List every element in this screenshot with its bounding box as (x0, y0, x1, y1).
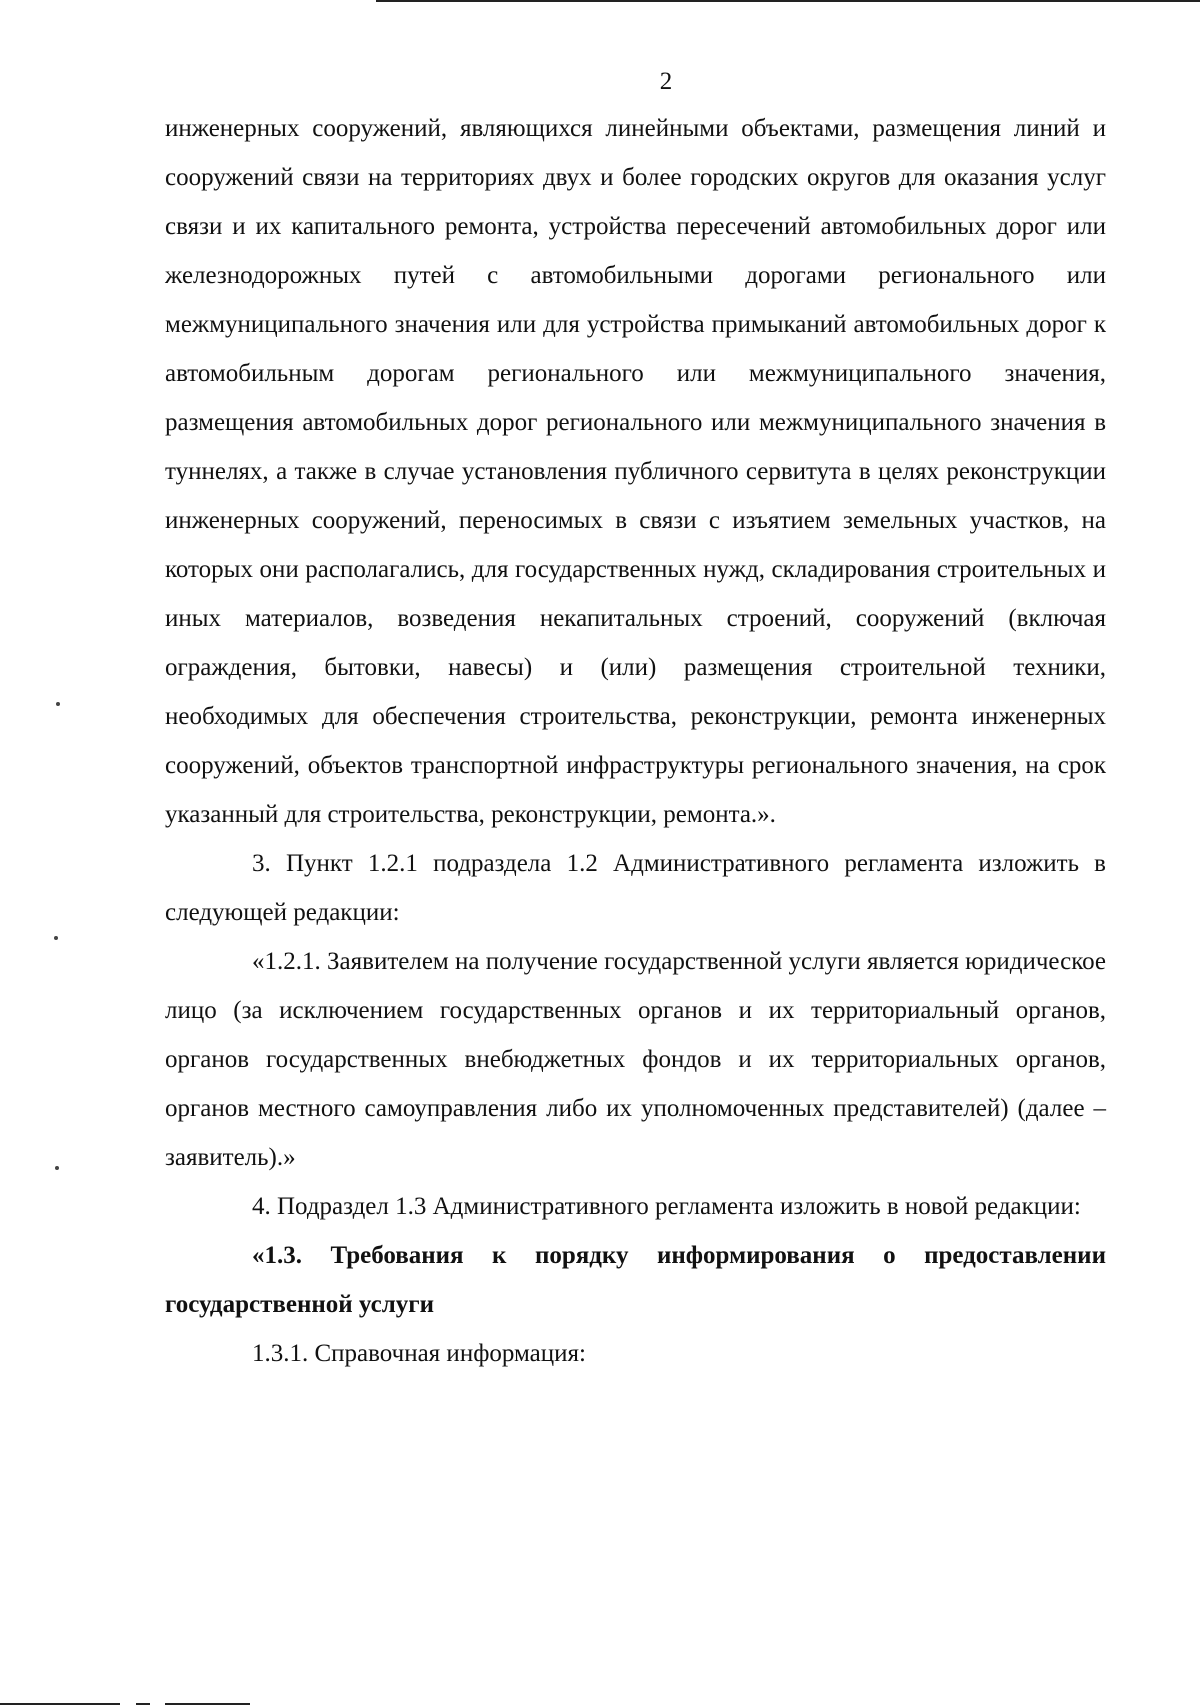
document-body (165, 104, 1106, 1378)
paragraph-continuation: инженерных сооружений, являющихся линейными объектами, размещения линий и сооружений связи на территориях двух и более городских округов для оказания услуг связи и их капитального ремонта, устройства пересечений автомобильных дорог или железнодорожных путей с автомобильными дорогами регионального или межмуниципального значения или для устройства примыканий автомобильных дорог к автомобильным дорогам регионального или межмуниципального значения, размещения автомобильных дорог регионального или межмуниципального значения в туннелях, а также в случае установления публичного сервитута в целях реконструкции инженерных сооружений, переносимых в связи с изъятием земельных участков, на которых они располагались, для государственных нужд, складирования строительных и иных материалов, возведения некапитальных строений, сооружений (включая ограждения, бытовки, навесы) и (или) размещения строительной техники, необходимых для обеспечения строительства, реконструкции, ремонта инженерных сооружений, объектов транспортной инфраструктуры регионального значения, на срок указанный для строительства, реконструкции, ремонта.». (165, 115, 1106, 828)
section-heading-1-3: «1.3. Требования к порядку информирования о предоставлении государственной услуги (165, 1242, 1106, 1318)
paragraph-item-4: 4. Подраздел 1.3 Административного регламента изложить в новой редакции: (252, 1193, 1081, 1220)
paragraph-1-3-1: 1.3.1. Справочная информация: (252, 1340, 586, 1367)
page-number: 2 (659, 68, 673, 95)
scan-speck (56, 702, 60, 706)
top-scan-rule (376, 0, 1200, 2)
paragraph-quote-1-2-1: «1.2.1. Заявителем на получение государственной услуги является юридическое лицо (за исключением государственных органов и их территориальный органов, органов государственных внебюджетных фондов и их территориальных органов, органов местного самоуправления либо их уполномоченных представителей) (далее – заявитель).» (165, 948, 1106, 1171)
scan-speck (55, 1166, 59, 1170)
paragraph-item-3: 3. Пункт 1.2.1 подраздела 1.2 Административного регламента изложить в следующей редакции: (165, 850, 1106, 926)
bottom-scan-rule (0, 1703, 250, 1705)
scan-speck (54, 936, 58, 940)
